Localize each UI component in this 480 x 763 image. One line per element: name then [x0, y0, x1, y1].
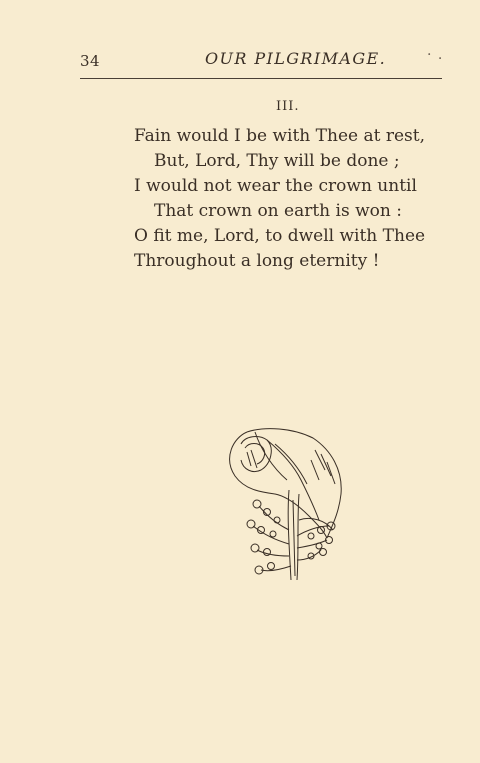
page-number: 34: [80, 52, 101, 70]
verse-line: But, Lord, Thy will be done ;: [154, 151, 400, 171]
section-number: III.: [276, 99, 300, 114]
running-title: OUR PILGRIMAGE.: [205, 49, 387, 68]
header-mark: · .: [427, 47, 444, 63]
header-rule: [80, 78, 442, 79]
verse-line: Throughout a long eternity !: [134, 251, 380, 271]
verse-line: I would not wear the crown until: [134, 176, 417, 196]
calla-lily-icon: [215, 420, 355, 588]
verse-line: O fit me, Lord, to dwell with Thee: [134, 226, 426, 246]
verse-line: That crown on earth is won :: [154, 201, 402, 221]
verse-line: Fain would I be with Thee at rest,: [134, 126, 425, 146]
